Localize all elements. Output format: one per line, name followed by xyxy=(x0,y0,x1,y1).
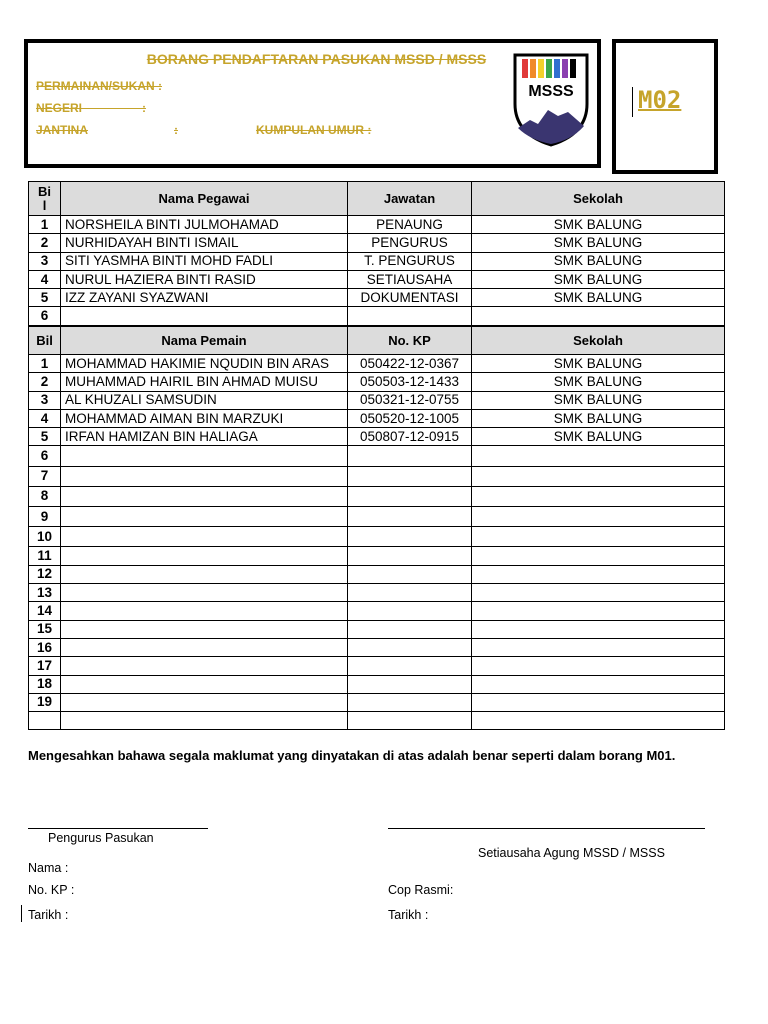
player-row xyxy=(29,446,725,466)
cell-school xyxy=(472,657,725,675)
cell-school xyxy=(472,712,725,730)
cell-no: 13 xyxy=(29,584,61,602)
cell-no xyxy=(29,712,61,730)
cell-name xyxy=(61,657,348,675)
signature-line-secretary xyxy=(388,828,705,829)
cell-no: 19 xyxy=(29,693,61,711)
cell-no: 7 xyxy=(29,466,61,486)
cell-school: SMK BALUNG xyxy=(472,428,725,446)
player-row xyxy=(29,602,725,620)
field-jantina-colon: : xyxy=(174,123,178,137)
official-stamp-label: Cop Rasmi: xyxy=(388,883,454,897)
cell-kp xyxy=(348,620,472,638)
cell-role: PENAUNG xyxy=(348,216,472,234)
cell-school: SMK BALUNG xyxy=(472,252,725,270)
msss-logo xyxy=(512,52,590,148)
cell-no: 17 xyxy=(29,657,61,675)
cell-school: SMK BALUNG xyxy=(472,234,725,252)
cell-role: T. PENGURUS xyxy=(348,252,472,270)
cell-school: SMK BALUNG xyxy=(472,409,725,427)
cell-no: 11 xyxy=(29,547,61,565)
cell-name xyxy=(61,466,348,486)
cell-kp xyxy=(348,638,472,656)
confirmation-statement: Mengesahkan bahawa segala maklumat yang dinyatakan di atas adalah benar seperti dalam borang M01. xyxy=(28,748,676,763)
cell-no: 4 xyxy=(29,409,61,427)
cell-name xyxy=(61,693,348,711)
official-row xyxy=(29,252,725,270)
cell-name xyxy=(61,712,348,730)
official-row xyxy=(29,307,725,325)
cell-school xyxy=(472,638,725,656)
cell-kp xyxy=(348,602,472,620)
cell-kp xyxy=(348,565,472,583)
player-row xyxy=(29,373,725,391)
cell-name xyxy=(61,446,348,466)
cell-no: 12 xyxy=(29,565,61,583)
cell-no: 2 xyxy=(29,234,61,252)
cell-school xyxy=(472,307,725,325)
player-row xyxy=(29,620,725,638)
cell-school xyxy=(472,486,725,506)
manager-date-label: Tarikh : xyxy=(28,908,69,922)
cell-no: 3 xyxy=(29,252,61,270)
player-row xyxy=(29,355,725,373)
cell-school xyxy=(472,584,725,602)
player-row xyxy=(29,565,725,583)
cell-kp xyxy=(348,693,472,711)
official-row xyxy=(29,289,725,307)
cell-no: 5 xyxy=(29,428,61,446)
col-header-bil: Bil xyxy=(29,327,61,355)
cell-no: 1 xyxy=(29,355,61,373)
cell-kp xyxy=(348,547,472,565)
col-header-bil: Bi l xyxy=(29,182,61,216)
col-header-nama-pegawai: Nama Pegawai xyxy=(61,182,348,216)
cell-kp xyxy=(348,657,472,675)
col-header-sekolah: Sekolah xyxy=(472,182,725,216)
cell-name xyxy=(61,547,348,565)
player-row xyxy=(29,409,725,427)
cell-name xyxy=(61,584,348,602)
cell-name: IRFAN HAMIZAN BIN HALIAGA xyxy=(61,428,348,446)
cell-no: 16 xyxy=(29,638,61,656)
official-row xyxy=(29,216,725,234)
cell-school xyxy=(472,527,725,547)
field-kumpulan-umur-label: KUMPULAN UMUR : xyxy=(256,123,372,137)
cell-kp xyxy=(348,466,472,486)
cell-name xyxy=(61,307,348,325)
cell-name: NURUL HAZIERA BINTI RASID xyxy=(61,270,348,288)
cell-name: IZZ ZAYANI SYAZWANI xyxy=(61,289,348,307)
player-row xyxy=(29,693,725,711)
players-table xyxy=(28,326,725,730)
text-cursor xyxy=(632,87,633,117)
col-header-jawatan: Jawatan xyxy=(348,182,472,216)
cell-name: MOHAMMAD AIMAN BIN MARZUKI xyxy=(61,409,348,427)
cell-kp xyxy=(348,712,472,730)
col-header-sekolah: Sekolah xyxy=(472,327,725,355)
cell-no: 3 xyxy=(29,391,61,409)
cell-school xyxy=(472,547,725,565)
cell-name xyxy=(61,602,348,620)
cell-role: DOKUMENTASI xyxy=(348,289,472,307)
cell-name: MOHAMMAD HAKIMIE NQUDIN BIN ARAS xyxy=(61,355,348,373)
manager-name-label: Nama : xyxy=(28,861,69,875)
player-row xyxy=(29,527,725,547)
field-jantina-label: JANTINA xyxy=(36,123,89,137)
secretary-title: Setiausaha Agung MSSD / MSSS xyxy=(478,846,665,860)
cell-school xyxy=(472,565,725,583)
cell-kp: 050321-12-0755 xyxy=(348,391,472,409)
cell-role: PENGURUS xyxy=(348,234,472,252)
manager-kp-label: No. KP : xyxy=(28,883,75,897)
secretary-date-label: Tarikh : xyxy=(388,908,429,922)
cell-school xyxy=(472,466,725,486)
cell-school: SMK BALUNG xyxy=(472,289,725,307)
cell-no: 14 xyxy=(29,602,61,620)
cell-kp xyxy=(348,675,472,693)
cell-name: MUHAMMAD HAIRIL BIN AHMAD MUISU xyxy=(61,373,348,391)
cell-kp xyxy=(348,507,472,527)
cell-no: 8 xyxy=(29,486,61,506)
cell-name xyxy=(61,620,348,638)
player-row xyxy=(29,638,725,656)
official-row xyxy=(29,270,725,288)
cell-no: 6 xyxy=(29,446,61,466)
player-row xyxy=(29,657,725,675)
col-header-nama-pemain: Nama Pemain xyxy=(61,327,348,355)
cell-no: 9 xyxy=(29,507,61,527)
player-row xyxy=(29,675,725,693)
player-row xyxy=(29,486,725,506)
player-row xyxy=(29,584,725,602)
cell-no: 5 xyxy=(29,289,61,307)
cell-kp xyxy=(348,486,472,506)
player-row xyxy=(29,466,725,486)
cell-kp: 050807-12-0915 xyxy=(348,428,472,446)
cell-name xyxy=(61,527,348,547)
cell-no: 10 xyxy=(29,527,61,547)
manager-title: Pengurus Pasukan xyxy=(48,831,154,845)
signature-line-manager xyxy=(28,828,208,829)
cell-name: NORSHEILA BINTI JULMOHAMAD xyxy=(61,216,348,234)
cell-school xyxy=(472,620,725,638)
col-header-no-kp: No. KP xyxy=(348,327,472,355)
field-negeri-label: NEGERI : xyxy=(36,101,147,115)
cell-name xyxy=(61,486,348,506)
cell-no: 2 xyxy=(29,373,61,391)
cell-school: SMK BALUNG xyxy=(472,373,725,391)
cell-role: SETIAUSAHA xyxy=(348,270,472,288)
cell-school: SMK BALUNG xyxy=(472,391,725,409)
cell-kp xyxy=(348,446,472,466)
cell-kp: 050520-12-1005 xyxy=(348,409,472,427)
cell-no: 4 xyxy=(29,270,61,288)
cell-role xyxy=(348,307,472,325)
player-row xyxy=(29,507,725,527)
cell-name xyxy=(61,565,348,583)
player-row xyxy=(29,391,725,409)
cell-school xyxy=(472,675,725,693)
cell-name xyxy=(61,507,348,527)
cell-name: NURHIDAYAH BINTI ISMAIL xyxy=(61,234,348,252)
cell-kp: 050503-12-1433 xyxy=(348,373,472,391)
cell-kp: 050422-12-0367 xyxy=(348,355,472,373)
cell-no: 15 xyxy=(29,620,61,638)
cell-school xyxy=(472,507,725,527)
official-row xyxy=(29,234,725,252)
cell-school xyxy=(472,602,725,620)
cell-no: 6 xyxy=(29,307,61,325)
cell-name: AL KHUZALI SAMSUDIN xyxy=(61,391,348,409)
cell-name: SITI YASMHA BINTI MOHD FADLI xyxy=(61,252,348,270)
player-row xyxy=(29,428,725,446)
cell-kp xyxy=(348,527,472,547)
field-permainan-label: PERMAINAN/SUKAN : xyxy=(36,79,162,93)
svg-text:MSSS: MSSS xyxy=(528,83,574,100)
player-row xyxy=(29,547,725,565)
cell-school: SMK BALUNG xyxy=(472,216,725,234)
officials-table xyxy=(28,181,725,326)
form-title: BORANG PENDAFTARAN PASUKAN MSSD / MSSS xyxy=(146,51,487,67)
player-row xyxy=(29,712,725,730)
cell-school: SMK BALUNG xyxy=(472,270,725,288)
cell-name xyxy=(61,675,348,693)
text-cursor xyxy=(21,905,22,922)
cell-no: 1 xyxy=(29,216,61,234)
cell-school xyxy=(472,446,725,466)
cell-name xyxy=(61,638,348,656)
cell-school xyxy=(472,693,725,711)
cell-kp xyxy=(348,584,472,602)
cell-no: 18 xyxy=(29,675,61,693)
cell-school: SMK BALUNG xyxy=(472,355,725,373)
form-code: M02 xyxy=(638,86,682,114)
